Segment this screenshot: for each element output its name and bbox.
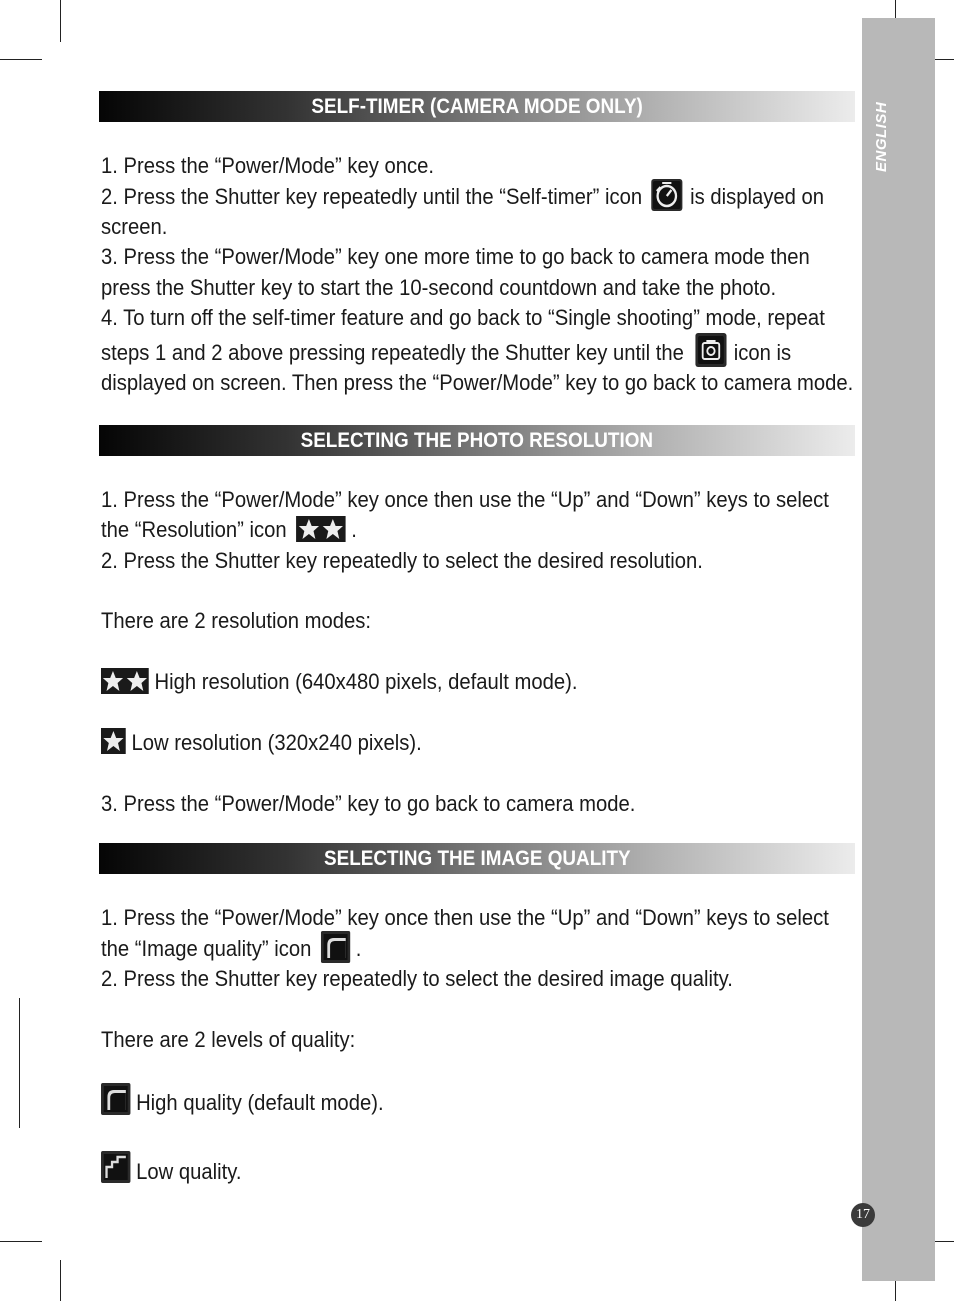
text-line: 2. Press the Shutter key repeatedly to select the desired image quality. <box>101 966 733 991</box>
text-line <box>101 934 361 964</box>
crop-mark <box>0 1241 42 1242</box>
list-item <box>101 728 422 758</box>
list-item-label: Low quality. <box>130 1159 242 1184</box>
text-line: 1. Press the “Power/Mode” key once then use the “Up” and “Down” keys to select <box>101 487 829 512</box>
list-item-label: High resolution (640x480 pixels, default mode). <box>148 669 578 694</box>
section-header-self-timer <box>99 91 855 122</box>
crop-mark <box>19 998 20 1128</box>
sidebar-tab <box>862 18 935 1281</box>
low-quality-icon <box>101 1151 130 1183</box>
text-fragment: icon is <box>733 340 792 365</box>
list-item <box>101 667 578 697</box>
list-item-label: Low resolution (320x240 pixels). <box>125 730 422 755</box>
list-item <box>101 1157 241 1187</box>
section-header-image-quality <box>99 843 855 874</box>
text-fragment: steps 1 and 2 above pressing repeatedly the Shutter key until the <box>101 340 684 365</box>
text-line: screen. <box>101 214 168 239</box>
text-line: There are 2 levels of quality: <box>101 1027 356 1052</box>
text-line: 2. Press the Shutter key repeatedly to select the desired resolution. <box>101 548 703 573</box>
text-fragment: the “Resolution” icon <box>101 517 287 542</box>
section-title: SELF-TIMER (CAMERA MODE ONLY) <box>311 94 643 118</box>
crop-mark <box>60 0 61 42</box>
text-fragment: the “Image quality” icon <box>101 936 312 961</box>
text-line: 3. Press the “Power/Mode” key to go back to camera mode. <box>101 791 636 816</box>
section-title: SELECTING THE PHOTO RESOLUTION <box>300 428 654 452</box>
crop-mark <box>60 1260 61 1301</box>
text-fragment: . <box>351 517 357 542</box>
self-timer-icon <box>651 179 682 211</box>
text-line: displayed on screen. Then press the “Power/Mode” key to go back to camera mode. <box>101 370 854 395</box>
list-item <box>101 1088 384 1118</box>
text-line: press the Shutter key to start the 10-second countdown and take the photo. <box>101 275 777 300</box>
section-header-photo-resolution <box>99 425 855 456</box>
list-item-label: High quality (default mode). <box>130 1090 384 1115</box>
image-quality-icon <box>321 931 350 963</box>
text-line: 4. To turn off the self-timer feature and go back to “Single shooting” mode, repeat <box>101 305 825 330</box>
language-label: ENGLISH <box>873 101 890 172</box>
text-line <box>101 182 824 212</box>
text-line <box>101 515 357 545</box>
page-number: 17 <box>851 1203 875 1227</box>
text-line: 1. Press the “Power/Mode” key once then use the “Up” and “Down” keys to select <box>101 905 829 930</box>
section-title: SELECTING THE IMAGE QUALITY <box>323 846 631 870</box>
text-fragment: 2. Press the Shutter key repeatedly until the “Self-timer” icon <box>101 184 643 209</box>
low-resolution-icon <box>101 728 126 754</box>
crop-mark <box>0 59 42 60</box>
text-line: 1. Press the “Power/Mode” key once. <box>101 153 434 178</box>
text-line: 3. Press the “Power/Mode” key one more time to go back to camera mode then <box>101 244 810 269</box>
high-quality-icon <box>101 1083 130 1115</box>
high-resolution-icon <box>101 668 149 694</box>
text-fragment: . <box>355 936 362 961</box>
text-line <box>101 338 791 368</box>
single-shot-icon <box>695 333 726 367</box>
text-fragment: is displayed on <box>690 184 825 209</box>
resolution-icon <box>296 516 346 542</box>
text-line: There are 2 resolution modes: <box>101 608 372 633</box>
